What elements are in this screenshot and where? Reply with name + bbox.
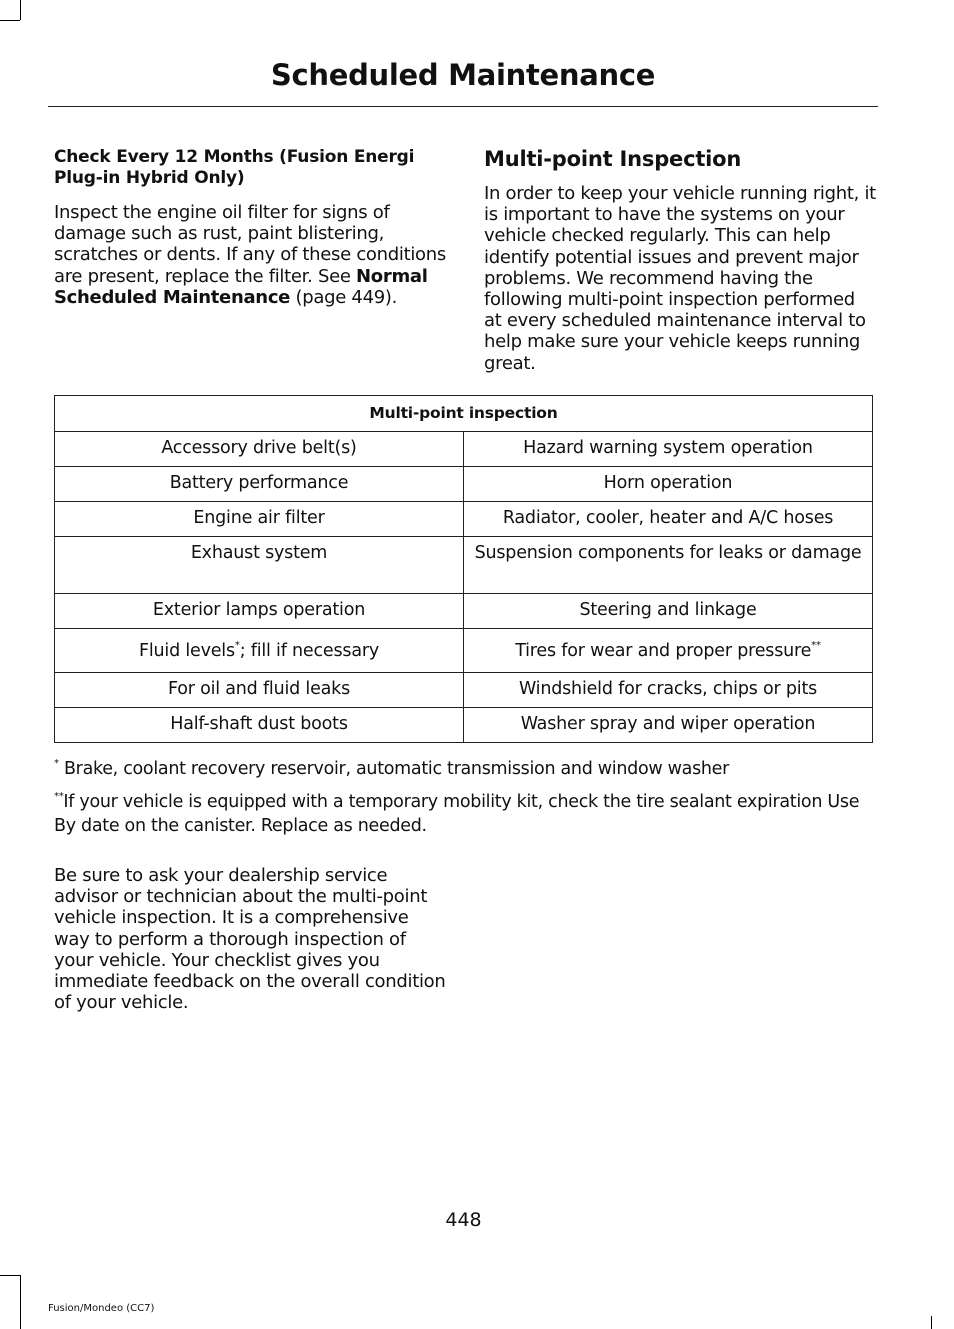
table-row: [55, 502, 873, 537]
footnote-marker: **: [811, 640, 821, 651]
footnote-text: If your vehicle is equipped with a temporary mobility kit, check the tire sealant expiration Use By date on the canister. Replace as needed.: [54, 792, 860, 836]
table-cell: Steering and linkage: [464, 594, 873, 629]
title-divider: [48, 106, 878, 107]
left-section: [54, 147, 449, 308]
table-cell: Washer spray and wiper operation: [464, 708, 873, 743]
crop-mark: [20, 0, 21, 20]
table-cell: Half-shaft dust boots: [55, 708, 464, 743]
table-cell: Accessory drive belt(s): [55, 432, 464, 467]
table-row: [55, 708, 873, 743]
oil-filter-text: Inspect the engine oil filter for signs of damage such as rust, paint blistering, scratches or dents. If any of these conditions are present, replace the filter. See: [54, 202, 446, 287]
crop-mark: [931, 1316, 932, 1329]
crop-mark: [20, 1275, 21, 1329]
table-row: [55, 594, 873, 629]
table-header-row: [55, 396, 873, 432]
page-title: Scheduled Maintenance: [270, 58, 656, 92]
multipoint-paragraph: In order to keep your vehicle running right, it is important to have the systems on your vehicle checked regularly. This can help identify potential issues and prevent major problems. We recommend having the following multi-point inspection performed at every scheduled maintenance interval to help make sure your vehicle keeps running great.: [484, 183, 876, 374]
section-heading-12-months: Check Every 12 Months (Fusion Energi Plug-in Hybrid Only): [54, 147, 415, 188]
footnote-text: Brake, coolant recovery reservoir, automatic transmission and window washer: [58, 759, 730, 779]
crop-mark: [0, 20, 20, 21]
right-section: [484, 146, 876, 374]
cell-text: Fluid levels: [138, 641, 235, 661]
table-cell: Radiator, cooler, heater and A/C hoses: [464, 502, 873, 537]
table-cell: For oil and fluid leaks: [55, 673, 464, 708]
table-cell: [464, 629, 873, 673]
footnote-1: [54, 757, 874, 781]
cross-reference-link[interactable]: Normal Scheduled Maintenance: [54, 265, 428, 308]
table-cell: Windshield for cracks, chips or pits: [464, 673, 873, 708]
table-cell: Engine air filter: [55, 502, 464, 537]
table-cell: Suspension components for leaks or damage: [464, 537, 873, 594]
footnote-marker: **: [54, 791, 64, 802]
oil-filter-paragraph: [54, 202, 449, 308]
footnote-2: [54, 790, 874, 838]
table-row: [55, 537, 873, 594]
page-number: 448: [445, 1209, 482, 1231]
table-row: [55, 629, 873, 673]
crop-mark: [0, 1275, 20, 1276]
section-heading-multipoint: Multi-point Inspection: [484, 147, 742, 171]
table-cell: Horn operation: [464, 467, 873, 502]
closing-paragraph: Be sure to ask your dealership service advisor or technician about the multi-point vehicle inspection. It is a comprehensive way to perform a thorough inspection of your vehicle. Your checklist gives you immediate feedback on the overall condition of your vehicle.: [54, 865, 446, 1014]
document-footer: Fusion/Mondeo (CC7): [48, 1303, 155, 1314]
page-reference: (page 449).: [290, 286, 398, 308]
inspection-table: [54, 395, 873, 743]
table-cell: Hazard warning system operation: [464, 432, 873, 467]
table-row: [55, 432, 873, 467]
table-cell: Battery performance: [55, 467, 464, 502]
table-row: [55, 673, 873, 708]
footnote-marker: *: [54, 758, 59, 769]
table-cell: Exhaust system: [55, 537, 464, 594]
table-cell: Exterior lamps operation: [55, 594, 464, 629]
footnote-marker: *: [234, 640, 240, 651]
table-row: [55, 467, 873, 502]
table-cell: [55, 629, 464, 673]
cell-text: ; fill if necessary: [239, 641, 379, 661]
table-title: Multi-point inspection: [55, 396, 873, 432]
cell-text: Tires for wear and proper pressure: [515, 641, 812, 661]
